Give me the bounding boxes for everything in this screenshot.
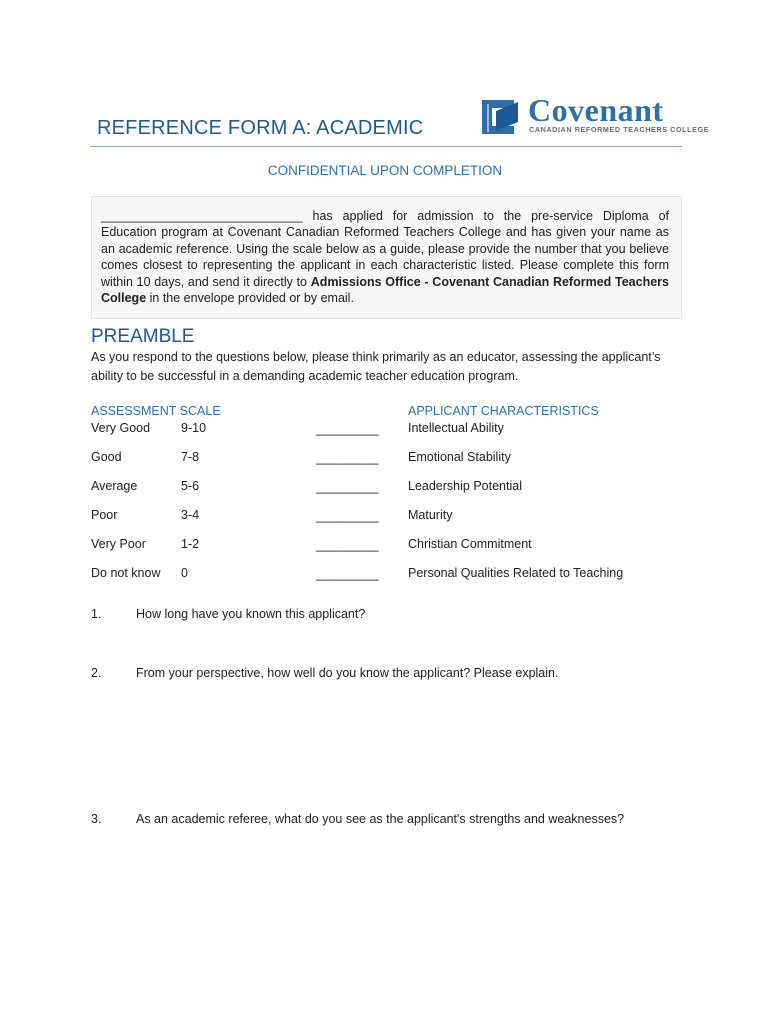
question-number: 3.	[91, 812, 102, 826]
scale-label: Poor	[91, 508, 118, 522]
logo-subtitle: CANADIAN REFORMED TEACHERS COLLEGE	[529, 125, 710, 134]
characteristic-label: Intellectual Ability	[408, 421, 504, 435]
scale-label: Very Poor	[91, 537, 146, 551]
scale-label: Average	[91, 479, 138, 493]
scale-label: Good	[91, 450, 122, 464]
preamble-heading: PREAMBLE	[91, 326, 195, 347]
intro-bold-recipient: Admissions Office - Covenant Canadian Reformed Teachers College	[101, 274, 669, 306]
confidential-label: CONFIDENTIAL UPON COMPLETION	[267, 163, 503, 178]
scale-range: 1-2	[181, 537, 200, 551]
question-number: 2.	[91, 666, 102, 680]
header-divider	[90, 146, 682, 147]
question-text: As an academic referee, what do you see as the applicant's strengths and weaknesses?	[136, 812, 625, 826]
question-number: 1.	[91, 607, 102, 621]
rating-blank[interactable]: _________	[316, 480, 379, 494]
scale-range: 7-8	[181, 450, 200, 464]
characteristic-label: Maturity	[408, 508, 453, 522]
applicant-characteristics-heading: APPLICANT CHARACTERISTICS	[408, 404, 599, 418]
rating-blank[interactable]: _________	[316, 538, 379, 552]
scale-label: Very Good	[91, 421, 151, 435]
intro-text-2: in the envelope provided or by email.	[146, 291, 354, 306]
characteristic-label: Emotional Stability	[408, 450, 511, 464]
applicant-name-blank[interactable]: _____________________________	[101, 209, 303, 223]
logo-wordmark: Covenant	[528, 92, 664, 128]
characteristic-label: Christian Commitment	[408, 537, 532, 551]
scale-range: 0	[181, 566, 188, 580]
question-text: How long have you known this applicant?	[136, 607, 366, 621]
question-text: From your perspective, how well do you know the applicant? Please explain.	[136, 666, 559, 680]
rating-blank[interactable]: _________	[316, 567, 379, 581]
characteristic-label: Personal Qualities Related to Teaching	[408, 566, 624, 580]
rating-blank[interactable]: _________	[316, 422, 379, 436]
rating-blank[interactable]: _________	[316, 509, 379, 523]
assessment-scale-heading: ASSESSMENT SCALE	[91, 404, 221, 418]
intro-text-1: has applied for admission to the pre-service Diploma of Education program at Covenant Canadian Reformed Teachers College and has given your name as an academic reference. Using the scale below as a guide, please provide the number that you believe comes closest to representing the applicant in each characteristic listed. Please complete this form within 10 days, and send it directly to	[101, 209, 669, 289]
scale-range: 5-6	[181, 479, 200, 493]
scale-range: 9-10	[181, 421, 207, 435]
scale-range: 3-4	[181, 508, 200, 522]
intro-paragraph	[101, 208, 669, 306]
preamble-text: As you respond to the questions below, please think primarily as an educator, assessing the applicant’s ability to be successful in a demanding academic teacher education program.	[91, 350, 661, 383]
characteristic-label: Leadership Potential	[408, 479, 522, 493]
rating-blank[interactable]: _________	[316, 451, 379, 465]
page-title: REFERENCE FORM A: ACADEMIC	[97, 117, 424, 139]
scale-label: Do not know	[91, 566, 161, 580]
